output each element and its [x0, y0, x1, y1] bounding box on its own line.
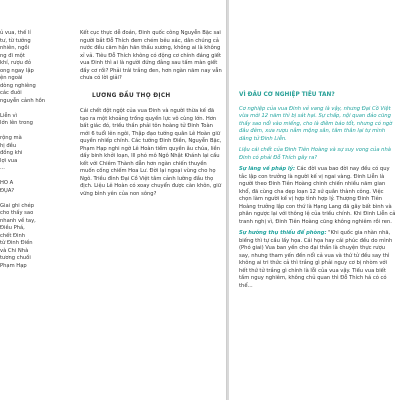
clipped-line	[0, 195, 22, 203]
section-heading: LƯƠNG ĐẦU THỌ ĐỊCH	[92, 92, 171, 99]
paragraph-legal-text: Các đời vua bao đời nay đều có quy tắc lập con trưởng là người kế vị ngai vàng. Đinh Liễn là người theo Đinh Tiên Hoàng chinh chiến nhiều năm gian khổ, đã cùng cha dẹp loạn 12 sứ quân thành công. Việc chọn làm người kế vị hợp tình hợp lý. Thượng Đinh Tiên Hoàng trưởng lập con thứ là Hạng Lang đã gây bất bình và phân ngược lại với thông lệ của triều chính. Khi Đinh Liễn cả tranh nghị vì, Đinh Tiên Hoàng cũng không nghiêm rồi ren.	[239, 166, 396, 225]
left-page-main-column	[80, 30, 223, 202]
clipped-line: nhiên, ngồi	[0, 45, 29, 51]
clipped-line: ĐỤA?	[0, 187, 15, 194]
clipped-line: lớn lên trong	[0, 120, 33, 126]
clipped-line	[0, 128, 22, 136]
clipped-line: tương chuồi	[0, 255, 31, 261]
clipped-line: lợi vua	[0, 157, 18, 164]
clipped-line: từ Đinh Điền	[0, 240, 33, 246]
clipped-line	[0, 173, 22, 181]
paragraph-enjoyment-label: Sự hướng thụ thiếu để phòng:	[239, 230, 327, 236]
clipped-line: hị đều	[0, 142, 17, 149]
right-page	[229, 0, 400, 400]
clipped-line: Điều Phá,	[0, 225, 25, 231]
clipped-line: ủ vua, thế lí	[0, 30, 31, 36]
paragraph-enjoyment	[239, 230, 397, 290]
body-paragraph: Cái chết đột ngột của vua Đinh và người thừa kế đã tạo ra một khoảng trống quyền lực vô cùng lớn. Hơn bất giác đó, triều thần phải tôn hoàng tử Đinh Toàn mới 6 tuổi lên ngôi, Thập đạo tướng quân Lê Hoàn giữ quyền nhiếp chính. Các tướng Đinh Điền, Nguyễn Bặc, Phạm Hạp nghi ngờ Lê Hoàn tiếm quyền âu chúa, liền dấy binh khởi loạn, Ill phó mô Ngô Nhật Khánh lại cấu kết với Chiêm Thành dẫn hơn ngàn chiến thuyền muốn cống chiếm Hoa Lư. Đời lại ngoại vùng cho họ Ngô. Triều đình Đại Cồ Việt tâm cảnh lường đầu thọ địch. Liệu Lê Hoàn có xoay chuyển được càn khôn, giữ vững bình yên của non sông?	[80, 108, 222, 197]
clipped-line: Liễn vì	[0, 112, 17, 119]
clipped-line: nguyễn cảnh hồn	[0, 97, 46, 104]
paragraph-enjoyment-text: "Khi quốc gia nhàn nhã, biếng thì tự cầu lấy họa. Cái họa hay cái phúc đều do mình (Phó giai) Vua ban yến cho đại thần là chuyện thực rượu say, nhưng tham yến đến nổi cả vua và thứ tử đều say thì không ai tri thức cả thì trắng gì phải nguy cơ bị nhòm với hết thứ tử trắng gì chính là lỗi của vua vậy. Tiếu vua biết tầm nguy nghiêm, không chủ quan thì Đỗ Thích há có có thể…	[239, 230, 393, 289]
clipped-line: rộng mà	[0, 135, 22, 141]
intro-paragraph: Kết cục thực dễ đoán, Đinh quốc công Nguyễn Bặc sai người bắt Đỗ Thích đem chém bêu xác, dân chúng cả nước đều căm hận hăn thấu xương, không ai là không xỉ vả. Tiêu Đỗ Thích không có động cơ chính đáng giết vua Đinh thì ai là người đứng đằng sau tấm màn giết đầy cơ rồi? Phải trái trắng đen, hơn ngàn năm nay vẫn chưa có lời giải?	[80, 30, 222, 81]
left-page-clipped-column	[0, 30, 46, 270]
clipped-line: Phạm Hạp	[0, 262, 27, 269]
clipped-line: các đuôi	[0, 90, 22, 96]
paragraph-legal	[239, 166, 397, 226]
clipped-line: khí, rượu đỏ	[0, 60, 32, 66]
clipped-line: cho thấy sao	[0, 210, 34, 216]
clipped-line: dòng nghiêng	[0, 82, 36, 89]
teal-question: Liệu cái chết của Đinh Tiên Hoàng và sự suy vong của nhà Đinh có phải Đỗ Thích gây ra?	[239, 147, 391, 161]
right-page-column	[239, 92, 397, 294]
clipped-line: Giai ghi chép	[0, 202, 35, 209]
clipped-line: và Chi Nhà	[0, 247, 29, 254]
clipped-line: chết Đinh	[0, 232, 26, 239]
right-heading: VÌ ĐÂU CƠ NGHIỆP TIÊU TAN?	[239, 92, 335, 98]
clipped-line: ong ngay lập	[0, 67, 34, 74]
clipped-line	[0, 105, 22, 113]
clipped-line: tư, từ tướng	[0, 37, 31, 44]
clipped-line: ện ngoài	[0, 75, 23, 81]
clipped-line: ...	[0, 165, 5, 171]
clipped-line: HO A	[0, 180, 14, 186]
clipped-line: nhanh về tay,	[0, 217, 36, 224]
clipped-line: ng đi một	[0, 52, 25, 59]
clipped-line: đồng khi	[0, 150, 23, 156]
teal-quote: Cơ nghiệp của vua Đinh vẻ vang là vậy, nhưng Đại Cồ Việt vừa mới 12 năm thì bị sát hại. Sự chấp, nội quan đảo cũng thấy sao nổi vào miếng, cho là điềm báo tốt, nhưng có ngờ đâu đêm, xưa rượu nằm mộng sân, tâm thân lại tự mình dâng tử Đinh Liễn.	[239, 105, 393, 142]
paragraph-legal-label: Sự lãng về pháp lý:	[239, 166, 296, 172]
